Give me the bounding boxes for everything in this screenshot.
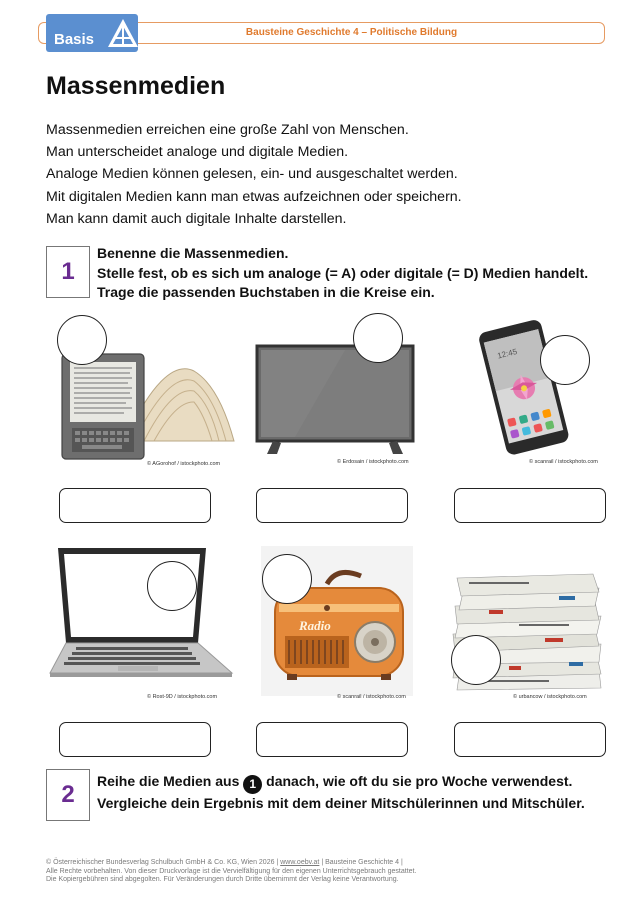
answer-field[interactable] <box>256 488 408 523</box>
answer-circle[interactable] <box>451 635 501 685</box>
task-reference-badge: 1 <box>243 775 262 794</box>
image-credit: © Rost-9D / istockphoto.com <box>147 694 218 700</box>
answer-field[interactable] <box>59 722 211 757</box>
task-2-line-2: Vergleiche dein Ergebnis mit dem deiner Mitschülerinnen und Mitschüler. <box>97 795 585 811</box>
task-2-text: Reihe die Medien aus <box>97 773 240 789</box>
svg-text:12:45: 12:45 <box>496 346 519 361</box>
image-credit: © urbancow / istockphoto.com <box>513 694 587 700</box>
footer-link[interactable]: www.oebv.at <box>280 859 320 866</box>
footer-line: Alle Rechte vorbehalten. Von dieser Druckvorlage ist die Vervielfältigung für den eigenen Unterrichtsgebrauch gestattet. <box>46 867 417 875</box>
task-1-line: Benenne die Massenmedien. <box>97 245 289 261</box>
answer-circle[interactable] <box>147 561 197 611</box>
task-2-line-1 <box>97 772 585 794</box>
intro-text <box>46 119 606 230</box>
task-1-instructions <box>97 244 588 303</box>
answer-circle[interactable] <box>540 335 590 385</box>
answer-field[interactable] <box>454 722 606 757</box>
laptop-icon <box>48 545 234 685</box>
answer-circle[interactable] <box>262 554 312 604</box>
page-title: Massenmedien <box>46 72 226 100</box>
logo-triangle-icon <box>106 16 140 50</box>
footer <box>46 859 606 885</box>
logo <box>46 14 138 52</box>
task-number-1: 1 <box>46 246 90 298</box>
answer-circle[interactable] <box>353 313 403 363</box>
footer-copyright: © Österreichischer Bundesverlag Schulbuch GmbH & Co. KG, Wien 2026 | <box>46 859 279 866</box>
image-credit: © scanrail / istockphoto.com <box>337 694 406 700</box>
task-2-text: danach, wie oft du sie pro Woche verwendest. <box>266 773 573 789</box>
answer-field[interactable] <box>59 488 211 523</box>
task-1-line: Stelle fest, ob es sich um analoge (= A) oder digitale (= D) Medien handelt. <box>97 264 589 281</box>
header-title: Bausteine Geschichte 4 – Politische Bildung <box>245 27 458 38</box>
answer-field[interactable] <box>256 722 408 757</box>
image-credit: © scanrail / istockphoto.com <box>529 459 598 465</box>
intro-line: Man kann damit auch digitale Inhalte darstellen. <box>46 210 347 227</box>
radio-label: Radio <box>299 618 331 633</box>
intro-line: Analoge Medien können gelesen, ein- und ausgeschaltet werden. <box>46 166 458 183</box>
intro-line: Man unterscheidet analoge und digitale Medien. <box>46 144 349 161</box>
answer-circle[interactable] <box>57 315 107 365</box>
footer-line: Die Kopiergebühren sind abgegolten. Für Veränderungen durch Dritte übernimmt der Verlag keine Verantwortung. <box>46 876 399 884</box>
intro-line: Mit digitalen Medien kann man etwas aufzeichnen oder speichern. <box>46 188 462 205</box>
task-number-2: 2 <box>46 769 90 821</box>
footer-series: | Bausteine Geschichte 4 | <box>321 859 403 866</box>
task-2-instructions <box>97 772 585 814</box>
logo-text: Basis <box>54 31 95 48</box>
image-credit: © Erdosain / istockphoto.com <box>337 459 409 465</box>
image-credit: © AGorohof / istockphoto.com <box>147 461 221 467</box>
answer-field[interactable] <box>454 488 606 523</box>
task-1-line: Trage die passenden Buchstaben in die Kreise ein. <box>97 284 435 300</box>
footer-line <box>46 859 606 868</box>
intro-line: Massenmedien erreichen eine große Zahl von Menschen. <box>46 122 409 138</box>
